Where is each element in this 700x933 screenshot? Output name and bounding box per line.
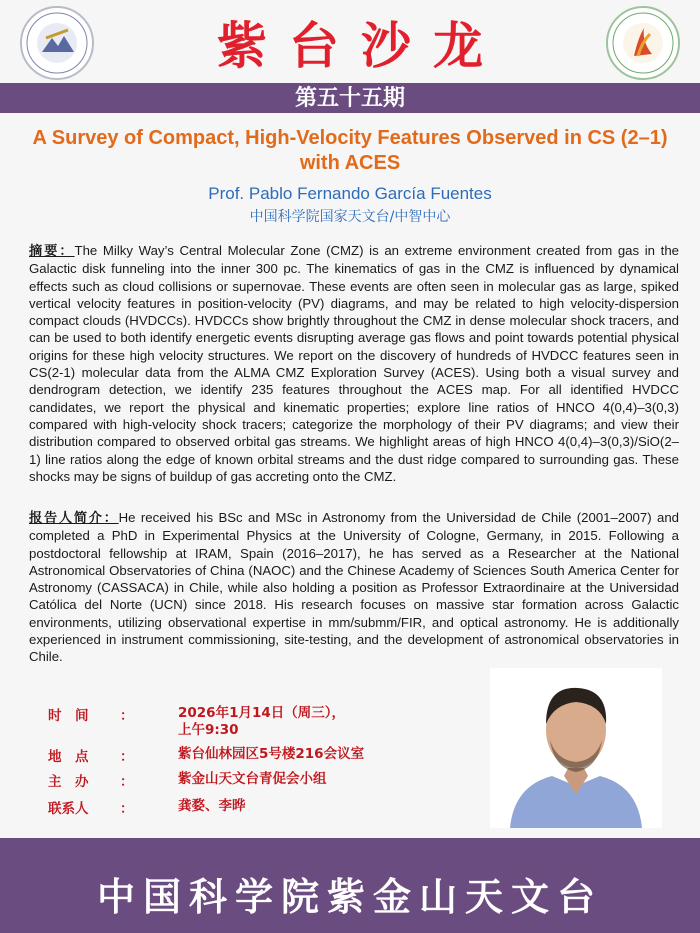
bio-paragraph (29, 509, 679, 666)
host-value: 紫金山天文台青促会小组 (178, 771, 327, 787)
time-value-date: 2026年1月14日（周三）， (178, 705, 346, 721)
abstract-label: 摘要： (29, 244, 75, 259)
issue-number: 第五十五期 (294, 85, 405, 111)
speaker-name: Prof. Pablo Fernando García Fuentes (208, 184, 492, 203)
contact-colon: ： (120, 801, 134, 817)
bio-text: He received his BSc and MSc in Astronomy from the Universidad de Chile (2001–2007) and completed a PhD in Experimental Physics at the University of Cologne, Germany, in 2015. Following a postdoctoral fellowship at IRAM, Spain (2016–2017), he has served as a Researcher at the National Astronomical Observatories of China (NAOC) and the Chinese Academy of Sciences South America Center for Astronomy (CASSACA) in Chile, while also holding a position as Professor Extraordinaire at the Universidad Católica del Norte (UCN) since 2018. His research focuses on massive star formation across Galactic environments, utilizing observational expertise in mm/submm/FIR, and optical astronomy. He is additionally experienced in instrument commissioning, site-testing, and the development of astronomical observatories in Chile. (29, 510, 680, 665)
youth-association-logo (606, 6, 680, 80)
youth-emblem-icon (608, 8, 678, 78)
abstract-paragraph (29, 242, 679, 485)
contact-value: 龚婺、李晔 (178, 798, 246, 814)
host-colon: ： (120, 774, 134, 790)
bio-label: 报告人简介： (29, 511, 119, 526)
salon-title: 紫台沙龙 (217, 16, 505, 75)
place-value: 紫台仙林园区5号楼216会议室 (178, 746, 365, 762)
speaker-portrait-icon (490, 668, 662, 828)
time-colon: ： (120, 708, 134, 724)
abstract-text: The Milky Way’s Central Molecular Zone (CMZ) is an extreme environment created from gas in the Galactic disk funneling into the inner 300 pc. The kinematics of gas in the CMZ is influenced by dynamical effects such as cloud collisions or supernovae. These events are often seen in molecular gas as large, spiked vertical velocity features in position-velocity (PV) diagrams, and may be related to high velocity-dispersion compact clouds (HVDCCs). HVDCCs show brightly throughout the CMZ in dense molecular shock tracers, and can be used to both identify energetic events disrupting average gas flows and point towards potential physical origins for these high velocity structures. We report on the discovery of hundreds of HVDCC features seen in CS(2-1) molecular data from the ALMA CMZ Exploration Survey (ACES). Using both a visual survey and dendrogram detection, we identify 235 features throughout the ACES map. For all identified HVDCC candidates, we report the physical and kinematic properties; explore line ratios of HNCO 4(0,4)–3(0,3) compared with high-velocity shock tracers; categorize the morphology of their PV diagrams; and view their distribution compared to observed orbital gas streams. We highlight areas of high HNCO 4(0,4)–3(0,3)/SiO(2–1) line ratios along the edge of known orbital streams and the dust ridge compared to surrounding gas. These shocks may be signs of buildup of gas accreting onto the CMZ. (29, 243, 680, 484)
place-label: 地 点 (48, 749, 89, 765)
speaker-photo (490, 668, 662, 828)
speaker-affiliation: 中国科学院国家天文台/中智中心 (249, 209, 451, 225)
place-colon: ： (120, 749, 134, 765)
host-label: 主 办 (48, 774, 89, 790)
time-label: 时 间 (48, 708, 89, 724)
contact-label: 联系人 (48, 801, 89, 817)
talk-title: A Survey of Compact, High-Velocity Features Observed in CS (2–1) with ACES (32, 127, 668, 174)
footer-institution: 中国科学院紫金山天文台 (96, 874, 603, 919)
time-value-hour: 上午9:30 (178, 722, 239, 738)
